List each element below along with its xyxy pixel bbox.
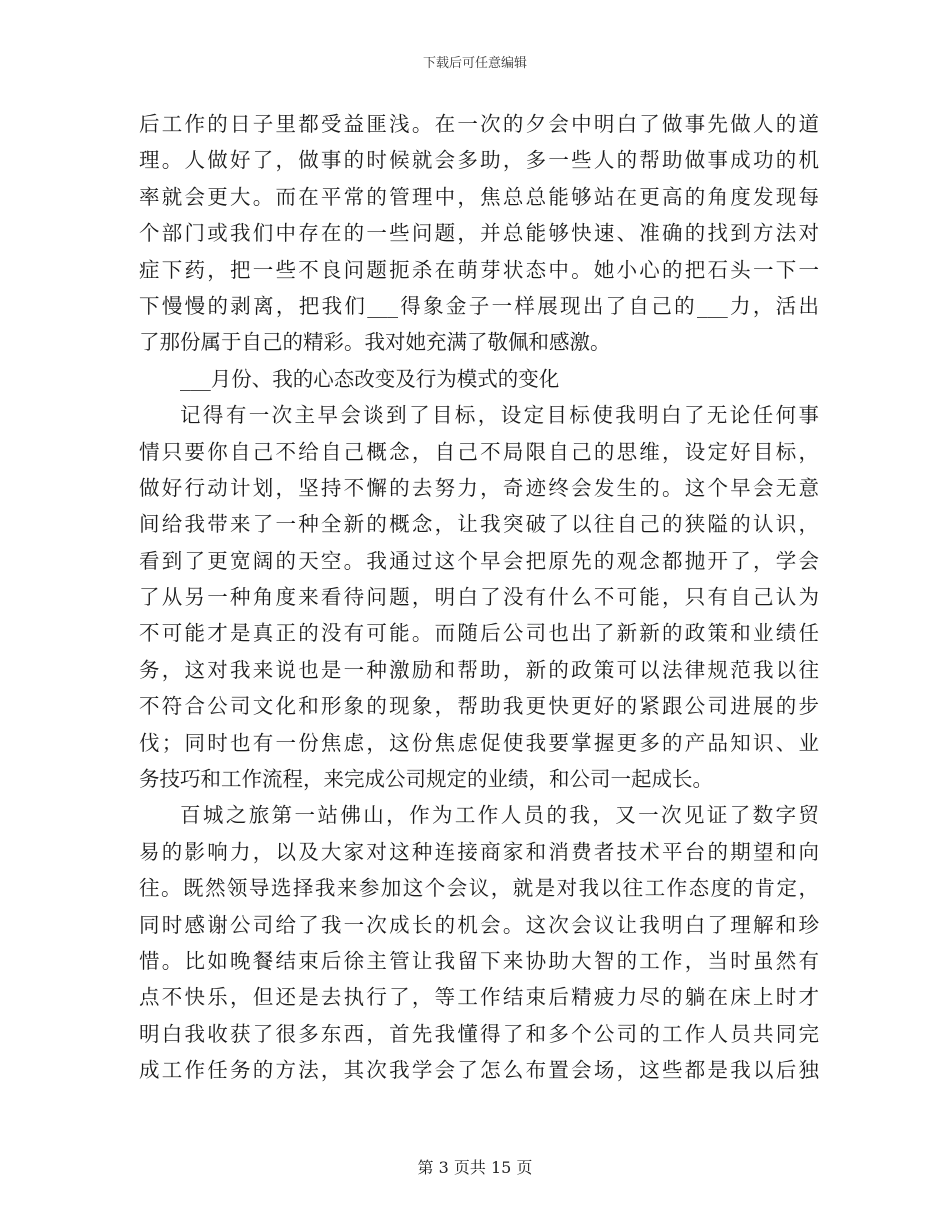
text-line: 做好行动计划，坚持不懈的去努力，奇迹终会发生的。这个早会无意: [139, 475, 819, 500]
text-line: 百城之旅第一站佛山，作为工作人员的我，又一次见证了数字贸: [180, 803, 819, 828]
text-line: 下慢慢的剥离，把我们___得象金子一样展现出了自己的___力，活出: [139, 293, 819, 318]
text-line: 看到了更宽阔的天空。我通过这个早会把原先的观念都抛开了，学会: [139, 548, 819, 573]
text-line: 个部门或我们中存在的一些问题，并总能够快速、准确的找到方法对: [139, 221, 819, 246]
text-line: 成工作任务的方法，其次我学会了怎么布置会场，这些都是我以后独: [139, 1058, 819, 1083]
text-line: 不符合公司文化和形象的现象，帮助我更快更好的紧跟公司进展的步: [139, 694, 819, 719]
text-line: 了那份属于自己的精彩。我对她充满了敬佩和感激。: [139, 330, 611, 355]
text-line: 不可能才是真正的没有可能。而随后公司也出了新新的政策和业绩任: [139, 621, 819, 646]
page-header: 下载后可任意编辑: [422, 56, 527, 71]
section-heading: ___月份、我的心态改变及行为模式的变化: [180, 366, 560, 391]
text-line: 间给我带来了一种全新的概念，让我突破了以往自己的狭隘的认识，: [139, 512, 819, 537]
text-line: 易的影响力，以及大家对这种连接商家和消费者技术平台的期望和向: [139, 839, 819, 864]
text-line: 务，这对我来说也是一种激励和帮助，新的政策可以法律规范我以往: [139, 657, 819, 682]
text-line: 理。人做好了，做事的时候就会多助，多一些人的帮助做事成功的机: [139, 148, 819, 173]
text-line: 点不快乐，但还是去执行了，等工作结束后精疲力尽的躺在床上时才: [139, 985, 819, 1010]
text-line: 记得有一次主早会谈到了目标，设定目标使我明白了无论任何事: [180, 403, 819, 428]
text-line: 后工作的日子里都受益匪浅。在一次的夕会中明白了做事先做人的道: [139, 112, 819, 136]
page-footer: 第 3 页共 15 页: [417, 1158, 533, 1177]
text-line: 往。既然领导选择我来参加这个会议，就是对我以往工作态度的肯定，: [139, 876, 819, 901]
text-line: 伐；同时也有一份焦虑，这份焦虑促使我要掌握更多的产品知识、业: [139, 730, 819, 755]
text-line: 情只要你自己不给自己概念，自己不局限自己的思维，设定好目标，: [139, 439, 819, 464]
document-body: [139, 106, 819, 1089]
text-line: 惜。比如晚餐结束后徐主管让我留下来协助大智的工作，当时虽然有: [139, 948, 819, 973]
text-line: 症下药，把一些不良问题扼杀在萌芽状态中。她小心的把石头一下一: [139, 257, 819, 282]
text-line: 务技巧和工作流程，来完成公司规定的业绩，和公司一起成长。: [139, 767, 713, 792]
text-line: 明白我收获了很多东西，首先我懂得了和多个公司的工作人员共同完: [139, 1021, 819, 1046]
text-line: 了从另一种角度来看待问题，明白了没有什么不可能，只有自己认为: [139, 585, 819, 610]
text-line: 率就会更大。而在平常的管理中，焦总总能够站在更高的角度发现每: [139, 184, 819, 209]
text-line: 同时感谢公司给了我一次成长的机会。这次会议让我明白了理解和珍: [139, 912, 819, 937]
